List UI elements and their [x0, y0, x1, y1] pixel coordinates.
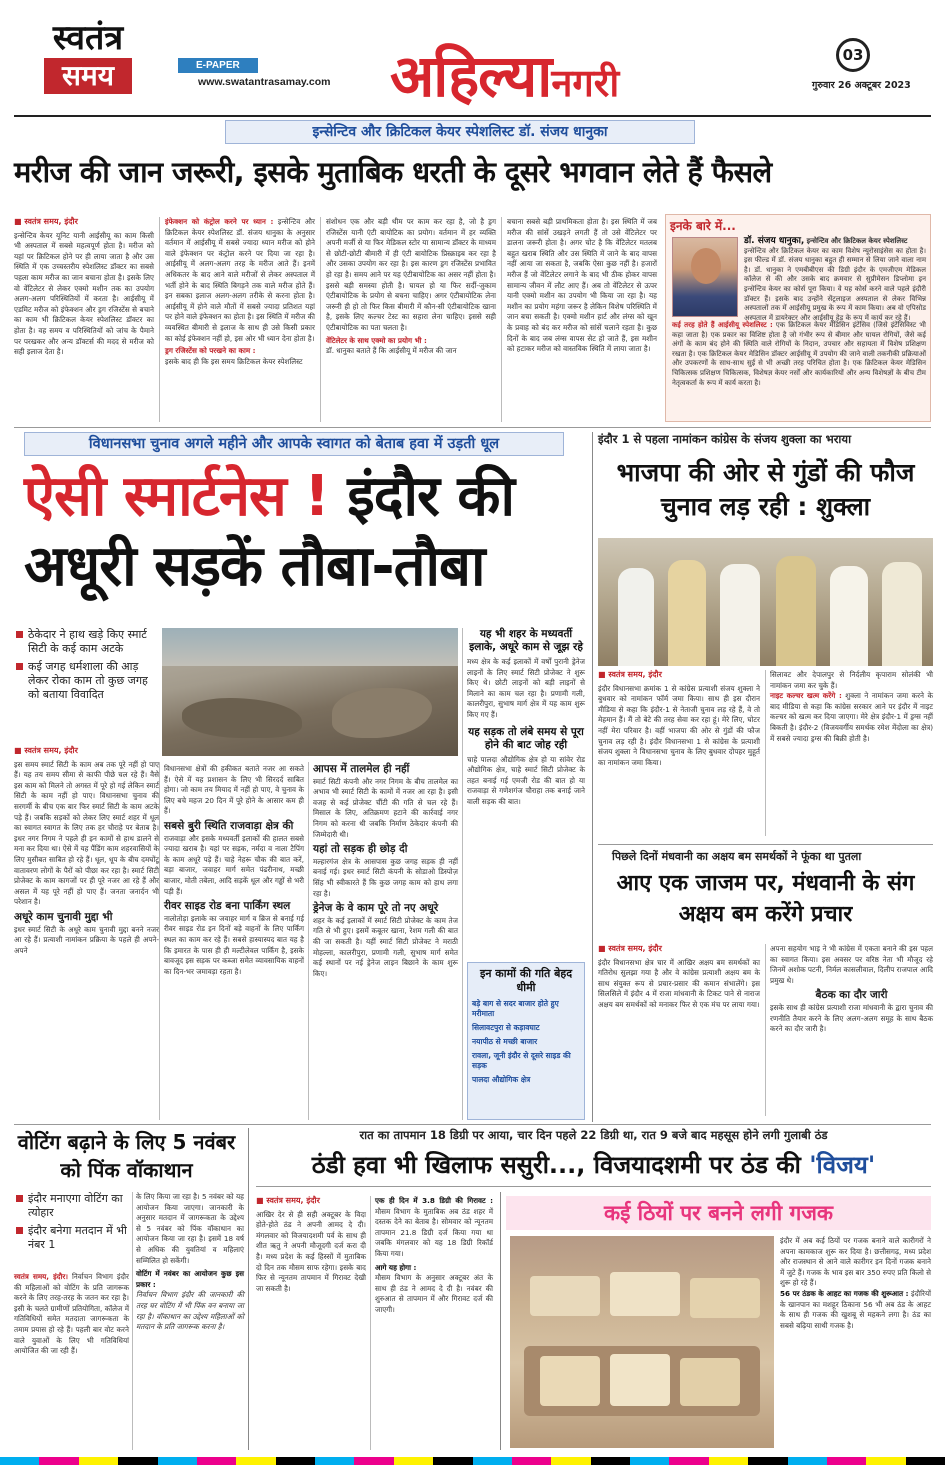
profile-name-tail: इन्सेन्टिव और क्रिटिकल केयर स्पेशलिस्ट	[806, 237, 908, 245]
road-photo	[162, 628, 458, 756]
col-divider	[765, 670, 766, 836]
story6-dateline: ■ स्वतंत्र समय, इंदौर	[256, 1196, 366, 1207]
story1-col2-lead: इंफेक्शन को कंट्रोल करने पर ध्यान :	[165, 217, 274, 226]
story2-col3-sub2: यहां तो सड़क ही छोड़ दी	[313, 843, 408, 856]
story6-col2-lead: एक ही दिन में 3.8 डिग्री की गिरावट :	[375, 1196, 493, 1205]
story2-kicker: विधानसभा चुनाव अगले महीने और आपके स्वागत को बेताब हवा में उड़ती धूल	[88, 436, 500, 452]
story1-column-2	[165, 217, 315, 422]
section-divider-v	[248, 1128, 249, 1450]
gajak-photo	[510, 1236, 774, 1448]
story6-col1-text: आखिर देर से ही सही अक्टूबर के विदा होते-होते ठंड ने अपनी आमद दे दी। मंगलवार को विजयादशमी पर्व के साथ ही शीत ऋतु ने अपनी मौजूदगी दर्ज करा दी है। मध्य प्रदेश के कई हिस्सों में मुताबिक दो दिन तक मौसम साफ रहेगा। इसके बाद फिर से न्यूनतम तापमान में गिरावट देखी जा सकती है।	[256, 1209, 366, 1293]
slow-works-item: सिलावटपुरा से कड़ावघाट	[472, 1023, 540, 1032]
story5-note-head: वोटिंग में नवंबर का आयोजन कुछ इस प्रकार :	[136, 1269, 244, 1289]
slow-works-box	[467, 962, 585, 1120]
story2-col2-sub1: सबसे बुरी स्थिति राजवाड़ा क्षेत्र की	[164, 819, 294, 832]
website-link[interactable]: www.swatantrasamay.com	[198, 76, 331, 88]
story2-bullet-2: कई जगह धर्मशाला की आड़ लेकर रोका काम तो कुछ जगह को बताया विवादित	[14, 660, 159, 702]
story3-dateline: ■ स्वतंत्र समय, इंदौर	[598, 670, 760, 681]
story2-column-2	[164, 764, 304, 1121]
issue-date: गुरुवार 26 अक्टूबर 2023	[812, 80, 911, 91]
story3-kicker: इंदौर 1 से पहला नामांकन कांग्रेस के संजय शुक्ला का भराया	[598, 432, 852, 446]
story2-col2-text: विधानसभा क्षेत्रों की हकीकत बताते नजर आ सकते हैं। ऐसे में यह प्रशासन के लिए भी सिरदर्द साबित होगा। जो काम तय मियाद में नहीं हो पाए, वे चुनाव के लिए बचे महज 20 दिन में पूरे होने के आसार कम ही हैं।	[164, 764, 304, 816]
slow-works-item: नयापीठ से मच्छी बाजार	[472, 1037, 538, 1046]
edition-title-sub: नगरी	[551, 61, 620, 105]
story4-kicker: पिछले दिनों मंधवानी का अक्षय बम समर्थकों ने फूंका था पुतला	[612, 850, 862, 863]
profile-box	[665, 214, 931, 422]
story3-col1-text: इंदौर विधानसभा क्रमांक 1 से कांग्रेस प्रत्याशी संजय शुक्ला ने बुधवार को नामांकन फॉर्म जमा किया। साथ ही इस दौरान मीडिया से कहा कि इंदौर-1 से नेताजी चुनाव लड़ रहे हैं, वे तो मेहमान हैं। मैं तो बेटे की तरह सेवा कर रहा हूं। मेरे लिए, घोटर नहीं मेरा परिवार है। वहीं भाजपा की ओर से गुंडों की फौज चुनाव लड़ रही है। इंदौर विधानसभा 1 से कांग्रेस के प्रत्याशी संजय शुक्ला ने विधानसभा चुनाव के लिए बुधवार दोपहर मुहूर्त का नामांकन जमा किया।	[598, 683, 760, 767]
slow-works-item: रावला, जूनी इंदौर से दूसरे साइड की सड़क	[472, 1051, 571, 1070]
story1-headline: मरीज की जान जरूरी, इसके मुताबिक धरती के दूसरे भगवान लेते हैं फैसले	[14, 155, 772, 189]
story1-kicker: इन्सेन्टिव और क्रिटिकल केयर स्पेशलिस्ट डॉ. संजय धानुका	[312, 124, 608, 140]
col-divider	[308, 762, 309, 1120]
story2-col1-sub: अधूरे काम चुनावी मुद्दा भी	[14, 910, 113, 923]
story6-headline-main: ठंडी हवा भी खिलाफ ससुरी..., विजयादशमी पर ठंड की	[311, 1151, 801, 1179]
story5-column-2	[136, 1192, 244, 1450]
story1-column-1	[14, 217, 154, 422]
story4-column-2	[770, 944, 933, 1116]
col-divider	[132, 1192, 133, 1450]
story6-headline-accent: 'विजय'	[809, 1151, 876, 1179]
story2-headline-red: ऐसी स्मार्टनेस !	[24, 464, 329, 529]
col-divider	[159, 217, 160, 422]
story3-column-1	[598, 670, 760, 836]
story2-column-3	[313, 764, 458, 1121]
masthead-divider	[14, 115, 931, 117]
story5-dateline: स्वतंत्र समय, इंदौर।	[14, 1272, 69, 1281]
section-divider-v	[592, 432, 593, 1122]
story1-col2-tail: इसके बाद ही कि इस समय क्रिटिकल केयर स्पेशलिस्ट	[165, 356, 303, 366]
section-divider	[598, 844, 933, 845]
story7-col1-lead: 56 पर ठंडक के आहट का गजक की शुरूआत :	[780, 1288, 909, 1298]
story1-col1-text: इन्सेन्टिव केयर यूनिट यानी आईसीयू का काम किसी भी अस्पताल में सबसे महत्वपूर्ण होता है। मरीज को यहां पर क्रिटिकल होने पर ही लाया जाता है और उस स्थिति में एक उच्चस्तरीय स्पेशलिस्ट डॉक्टर का सबसे पहला काम मरीज का जान बचाना होता है। इसके लिए वो वेंटिलेटर से लेकर एक्मो मशीन तक का उपयोग अलग-अलग परिस्थितियों में करता है। आईसीयू में एडमिट मरीज को इंफेक्शन और ड्रग रजिस्टेंस से बचाने का काम भी क्रिटिकल केयर स्पेशलिस्ट डॉक्टर का होता है। वह समय व परिस्थितियों को जांच के पैमाने पर परखकर और अन्य डॉक्टर्स की मदद से मरीज को सही इलाज देता है।	[14, 230, 154, 357]
slow-works-item: पालदा औद्योगिक क्षेत्र	[472, 1075, 531, 1084]
story1-col3-tail: डॉ. धानुका बताते हैं कि आईसीयू में मरीज की जान	[326, 346, 457, 356]
story5-note-body: निर्वाचन विभाग इंदौर की जानकारी की तरह घर वोटिंग में भी पिंक वन बनाया जा रहा है। वॉकाथान का उद्देश्य महिलाओं को मतदान के प्रति जागरूक करना है।	[136, 1290, 244, 1332]
story5-column-1	[14, 1272, 129, 1450]
story4-dateline: ■ स्वतंत्र समय, इंदौर	[598, 944, 760, 955]
story5-bullet-2: इंदौर बनेगा मतदान में भी नंबर 1	[14, 1224, 129, 1252]
story2-side-body2: चाहे पालदा औद्योगिक क्षेत्र हो या सांवेर रोड औद्योगिक क्षेत्र, चाहे स्मार्ट सिटी प्रोजेक्ट के तहत बनाई गई एमजी रोड की बात हो या राजवाड़ा से गणेशगंज चौराहा तक बनाई जाने वाली सड़क की बात।	[467, 754, 585, 806]
col-divider	[320, 217, 321, 422]
story4-col1-text: इंदौर विधानसभा क्षेत्र चार में आखिर अक्षय बम समर्थकों का गतिरोध सुलझा गया है और वे कांग्रेस प्रत्याशी अक्षय बम के साथ संयुक्त रूप से प्रचार-प्रसार की कमान संभालेंगे। इस सिलसिले में इंदौर 4 में राजा मांधवानी के टिकट पाने से नाराज अक्षय बम समर्थकों को मनाकर फिर से एक मंच पर लाया गया।	[598, 957, 760, 1009]
story4-col2-text: अपना सहयोग भाइ ने भी कांग्रेस में एकता बनाने की इस पहल का स्वागत किया। इस अवसर पर वरिष्ठ नेता भी मौजूद रहे जिनमें अशोक पटनी, निर्मल कासलीवाल, दिलीप राजपाल आदि प्रमुख थे।	[770, 944, 933, 985]
col-divider	[501, 217, 502, 422]
edition-title-main: अहिल्या	[390, 42, 552, 110]
page-number: 03	[836, 38, 870, 72]
story2-dateline: ■ स्वतंत्र समय, इंदौर	[14, 746, 159, 757]
print-registration-bar	[0, 1457, 945, 1465]
brand-logo	[18, 18, 158, 110]
story2-headline-black: इंदौर की अधूरी सड़कें तौबा-तौबा	[24, 464, 514, 599]
story5-headline: वोटिंग बढ़ाने के लिए 5 नवंबर को पिंक वॉकाथान	[17, 1130, 236, 1182]
story5-col2-text: के लिए किया जा रहा है। 5 नवंबर को यह आयोजन किया जाएगा। जानकारी के अनुसार मतदान में जागरूकता के उद्देश्य से 5 नवंबर को पिंक वॉकाथान का आयोजन किया जा रहा है। इसमें 18 वर्ष से अधिक की युवतियां व महिलाएं सम्मिलित हो सकेंगी।	[136, 1192, 244, 1265]
story6-headline	[256, 1148, 931, 1182]
story2-col2-b: राजवाड़ा और इसके मध्यवर्ती इलाकों की हालत सबसे ज्यादा खराब है। यहां पर सड़क, नर्मदा व नाला टैपिंग के काम अधूरे पड़े हैं। चाहे नेहरू चौक की बात करें, बड़ा बाजार, जवाहर मार्ग समेत पंढरीनाथ, मच्छी बाजार, मोती तबेला, आदि सड़कें धूल और गड्ढों से भरी पड़ी हैं।	[164, 833, 304, 896]
section-divider-v	[500, 1192, 501, 1450]
profile-bio: इन्सेन्टिव और क्रिटिकल केयर का काम विशेष न्यूरोसाइंसेस का होता है। इस फील्ड में डॉ. संजय धानुका बहुत ही सम्मान से लिया जाने वाला नाम है। डॉ. धानुका ने एमबीबीएस की डिग्री इंदौर के एमजीएम मेडिकल कॉलेज से की और उसके बाद क्रमवार से सुप्रीमेसन डिप्लोमा इन इन्सेन्टिव केयर का कोर्स पूरा किया। वे यह कोर्स करने वाले पहले इंदौरी डॉक्टर हैं। इसके बाद उन्होंने सेंट्रलाइज अस्पताल से लेकर विभिन्न अस्पतालों तक में आईसीयू प्रमुख के रूप में काम किया। अब वो एपिसोड अस्पताल में डायरेक्टर और आईसीयू हेड के रूप में कार्य कर रहे हैं।	[744, 246, 926, 322]
story2-col3-c: शहर के कई इलाकों में स्मार्ट सिटी प्रोजेक्ट के काम तेज गति से भी हुए। इसमें कबूतर खाना, रेशम गली की बात की जा सकती है। यहीं स्मार्ट सिटी प्रोजेक्ट ने मराठी मोहल्ला, कालरीपुरा, प्रणामी गली, सुभाष मार्ग समेत कई स्थानों पर नई ड्रेनेज लाइन बिछाने के काम शुरू किए।	[313, 915, 458, 978]
story7-headline: कई ठियों पर बनने लगी गजक	[603, 1201, 834, 1225]
story2-col2-sub2: रीवर साइड रोड बना पार्किंग स्थल	[164, 900, 291, 913]
col-divider	[462, 628, 463, 1120]
story6-col2-sub: आगे यह होगा :	[375, 1262, 417, 1272]
story6-column-2	[375, 1196, 493, 1450]
story7-col1-b: इंदौरियों के खानपान का मशहूर ठिकाना 56 भी अब ठंड के आहट के साथ ही गजक की खुशबू से महकने लगा है। ठंड का सबसे बढ़िया साथी गजक है।	[780, 1288, 931, 1330]
story1-col2-sub: ड्रग रजिस्टेंस को परखने का काम :	[165, 346, 256, 356]
story4-col2-sub: बैठक का दौर जारी	[815, 989, 888, 1002]
story2-col2-c: नालोतोड़ा इलाके का जवाहर मार्ग व ब्रिज से बनाई गई रीवर साइड रोड इन दिनों बड़े वाहनों के लिए पार्किंग स्थल का काम कर रहे हैं। सबसे हास्यास्पद बात यह है कि इमारत के पास ही ही मल्टीलेवल पार्किंग है, इसके बावजूद इस सड़क पर कब्जा समेत व्यावसायिक वाहनों का दिन-भर जमावड़ा रहता है।	[164, 913, 304, 976]
story2-col3-b: मल्हारगंज क्षेत्र के आसपास कुछ जगह सड़क ही नहीं बनाई गई। इधर स्मार्ट सिटी कंपनी के सोडाओ डिस्पोज़ सिंह भी स्वीकारते हैं कि कुछ जगह काम को हाथ लगा रहा है।	[313, 856, 458, 898]
story1-col2-text: इन्सेन्टिव और क्रिटिकल केयर स्पेशलिस्ट डॉ. संजय धानुका के अनुसार वर्तमान में आईसीयू में सबसे ज्यादा ध्यान मरीज को होने वाले इंफेक्शन पर कंट्रोल करने पर दिया जा रहा है। आईसीयू में अलग-अलग तरह के मरीज आते हैं। इनमें अधिकतर के बाद आने वाले मरीजों से लेकर अस्पताल में भर्ती होने के बाद स्थिति बिगड़ने तक वाले मरीज होते हैं। इन सबका इलाज अलग-अलग तरीके से करना होता है। आईसीयू में होने वाले मौतों में सबसे ज्यादा प्रतिशत यहां पर होने वाले इंफेक्शन का होता है। इस स्थिति में मरीज की व्यवस्थित बीमारी से इलाज के साथ ही उसे किसी प्रकार का कोई इंफेक्शन नहीं हो, इस ओर भी ध्यान देना होता है।	[165, 217, 315, 343]
profile-heading: इनके बारे में...	[670, 219, 736, 233]
story2-side-body: मध्य क्षेत्र के कई इलाकों में वर्षों पुरानी ड्रेनेज लाइनों के लिए स्मार्ट सिटी प्रोजेक्ट ने शुरू किए थे। छोटी लाइनों को बड़ी लाइनों से मिलाने का काम चल रहा है। प्रणामी गली, कालरीपुरा, सुभाष मार्ग क्षेत्र में यह काम शुरू किए गए हैं।	[467, 657, 585, 719]
brand-logo-bottom: समय	[44, 58, 132, 94]
story2-bullets	[14, 628, 159, 706]
story2-col3-text: स्मार्ट सिटी कंपनी और नगर निगम के बीच तालमेल का अभाव भी स्मार्ट सिटी के कामों में नजर आ रहा है। इसी वजह से कई प्रोजेक्ट चींटी की गति से चल रहे हैं। मिसाल के लिए, अतिक्रमण हटाने की कार्रवाई नगर निगम को करना थी जबकि निर्माण ठेकेदार कंपनी की जिम्मेदारी थी।	[313, 776, 458, 839]
nomination-photo	[598, 538, 933, 666]
col-divider	[765, 944, 766, 1116]
story4-col2-b: इसके साथ ही कांग्रेस प्रत्याशी राजा मांधवानी के द्वारा चुनाव की रणनीति तैयार करने के लिए अलग-अलग समूह के साथ बैठक करने का दौर जारी है।	[770, 1002, 933, 1034]
story1-dateline: ■ स्वतंत्र समय, इंदौर	[14, 217, 154, 228]
story7-column-1	[780, 1236, 931, 1450]
story3-col2-b: शुक्ला ने नामांकन जमा करने के बाद मीडिया से कहा कि कांग्रेस सरकार आने पर इंदौर में नाइट कल्चर को खत्म कर दिया जाएगा। मेरे क्षेत्र इंदौर-1 में ड्रग्स नहीं बिकती है। इंदौर-2 (विजयवर्गीय समर्थक रमेश मेंदोला का क्षेत्र) में सबसे ज्यादा ड्रग्स की बिक्री होती है।	[770, 691, 933, 743]
story1-col4-text: बचाना सबसे बड़ी प्राथमिकता होता है। इस स्थिति में जब मरीज की सांसें उखड़ने लगती हैं तो उसे वेंटिलेटर पर डालना जरूरी होता है। अगर चोट है कि वेंटिलेटर मतलब बहुत खराब स्थिति और उस स्थिति में जाने के बाद वापस नहीं आया जा सकता है, जबकि ऐसा कुछ नहीं है। हजारों मरीज हैं जो वेंटिलेटर लगाने के बाद भी ठीक होकर वापस सामान्य जीवन में लौट आए हैं। अब तो वेंटिलेटर से ऊपर यानी एक्मो मशीन का उपयोग भी किया जा रहा है। यह मशीन का प्रयोग महंगा जरूर है लेकिन विशेष परिस्थिति में जान बचा सकती है। एक्मो मशीन हार्ट और लंग्स को खून के प्रवाह को बंद कर मरीज को सांसें चलाने रहता है। कुछ दिनों के बाद जब लंग्स वापस सेट हो जाते हैं, इस मशीन को हटाकर मरीज को वास्तविक स्थिति में लाया जाता है।	[507, 217, 657, 354]
story2-kicker-bar	[24, 432, 564, 456]
story1-kicker-bar	[225, 120, 695, 144]
story6-column-1	[256, 1196, 366, 1450]
story3-col2-lead: नाइट कल्चर खत्म करेंगे :	[770, 691, 842, 701]
section-divider	[256, 1186, 931, 1187]
story7-headline-bar	[506, 1196, 931, 1230]
section-divider	[14, 427, 931, 428]
story6-col2-b: मौसम विभाग के अनुसार अक्टूबर अंत के साथ ही ठंड ने आमद दे दी है। नवंबर की शुरुआत से तापमान में और गिरावट दर्ज की जाएगी।	[375, 1273, 493, 1314]
slow-works-title: इन कामों की गति बेहद धीमी	[479, 967, 573, 994]
story3-headline: भाजपा की ओर से गुंडों की फौज चुनाव लड़ रही : शुक्ला	[616, 458, 915, 521]
story2-side-head: यह भी शहर के मध्यवर्ती इलाके, अधूरे काम से जूझ रहे	[469, 628, 583, 653]
story4-column-1	[598, 944, 760, 1116]
story2-column-1	[14, 746, 159, 1121]
story2-col3-sub3: ड्रेनेज के वे काम पूरे तो नए अधूरे	[313, 902, 439, 915]
story7-col1-text: इंदौर में अब कई ठियों पर गजक बनाने वाले कारीगरों ने अपना कामकाज शुरू कर दिया है। छत्तीसगढ़, मध्य प्रदेश और राजस्थान से आने वाले कारीगर इन दिनों गजक बनाने में जुटे हैं। गजक के भाव इस बार 350 रुपए प्रति किलो से शुरू हो रहे हैं।	[780, 1236, 931, 1288]
doctor-photo	[672, 237, 738, 317]
story6-kicker: रात का तापमान 18 डिग्री पर आया, चार दिन पहले 22 डिग्री था, रात 9 बजे बाद महसूस होने लगी गुलाबी ठंड	[359, 1128, 828, 1142]
story1-column-3	[326, 217, 496, 422]
slow-works-item: बड़े बाग से सदर बाजार होते हुए मरीमाता	[472, 999, 559, 1018]
col-divider	[159, 762, 160, 1120]
story2-col3-sub1: आपस में तालमेल ही नहीं	[313, 763, 410, 775]
epaper-badge: E-PAPER	[178, 58, 258, 73]
section-divider	[14, 1124, 931, 1125]
story3-col2-text: सिलावट और देपालपुर से निर्दलीय कृपाराम सोलंकी भी नामांकन जमा कर चुके हैं।	[770, 670, 933, 690]
profile-body: एक क्रिटिकल केयर मेडिसिन इंटेंसिव (जिसे इंटेंसिविस्ट भी कहा जाता है) एक प्रकार का विशिष्ट होता है जो गंभीर रूप से बीमार और घायल रोगियों, जैसे कई अंगों के काम बंद होने की स्थिति वाले रोगियों के निदान, उपचार और सहायता में विशेष प्रशिक्षण रखता है। एक क्रिटिकल केयर मेडिसिन डॉक्टर आईसीयू में उपयोग की जाने वाली तकनीकी प्रक्रियाओं और उपकरणों के साथ-साथ सुई से भी अच्छी तरह परिचित होता है। एक क्रिटिकल केयर मेडिसिन चिकित्सक प्रशिक्षण चिकित्सक, विशेषज्ञ केयर नर्सों और कार्यकारियों और अन्य विशेषज्ञों के बीच टीम नेतृत्वकर्ता के रूप में कार्य करता है।	[672, 321, 926, 387]
story1-col3-sub: वेंटिलेटर के साथ एक्मो का प्रयोग भी :	[326, 335, 427, 345]
story2-col1-text: इस समय स्मार्ट सिटी के काम अब तक पूरे नहीं हो पाए हैं। यह तय समय सीमा से काफी पीछे चल रहे हैं। वैसे इस काम को मिलने तो अगस्त में पूरे हो गई लेकिन स्मार्ट सिटी के काम नहीं हो पाए। विधानसभा चुनाव की सरगर्मी के बीच एक बार फिर स्मार्ट सिटी के काम अटके पड़े हैं। जबकि सड़कों को लेकर लिए स्मार्ट शहर में धूल का स्वागत स्वागत के लिए तक हर चौराहे पर बेताब है। इधर नगर निगम ने पहले ही इन कामों से हाथ डालने से मना कर दिया था। ऐसे में यह पैंडिंग काम शहरवासियों के लिए मुसीबत साबित हो रहे हैं। धूल, धूप के बीच दमघोंटू वातावरण लोगों के पैरों को पीछा कर रहा है। स्मार्ट सिटी प्रोजेक्ट के काम कागजों पर ही पूरे नजर आ रहे हैं और असल में यह पूरे नहीं हो पाए हैं। जनता जनार्दन भी परेशान है।	[14, 759, 159, 907]
profile-lead: कई तरह होते हैं आईसीयू स्पेशलिस्ट :	[672, 321, 773, 329]
col-divider	[370, 1196, 371, 1450]
story2-side-head2: यह सड़क तो लंबे समय से पूरा होने की बाट जोह रही	[468, 725, 584, 751]
story5-col1-text: निर्वाचन विभाग इंदौर की महिलाओं को वोटिंग के प्रति जागरूक करने के लिए तरह-तरह के जतन कर रहा है। इसी के चलते ग्रामीणों प्रतियोगिता, कॉलेज में गतिविधियों समेत मतदाता जागरूकता के तमाम प्रयास हो रहे हैं। पहली बार वोट करने वाले युवाओं के लिए भी गतिविधियां आयोजित की जा रही हैं।	[14, 1272, 129, 1356]
story1-column-4	[507, 217, 657, 422]
story6-col2-text: मौसम विभाग के मुताबिक अब ठंड शहर में दस्तक देने का बेताब है। सोमवार को न्यूनतम तापमान 21.8 डिग्री दर्ज किया गया था जबकि मंगलवार को यह 18 डिग्री रिकॉर्ड किया गया।	[375, 1206, 493, 1258]
brand-logo-top: स्वतंत्र	[52, 18, 124, 58]
doctor-face-icon	[691, 248, 721, 284]
edition-title	[390, 34, 619, 110]
story5-bullet-1: इंदौर मनाएगा वोटिंग का त्योहार	[14, 1192, 129, 1220]
story3-column-2	[770, 670, 933, 836]
story2-side-column	[467, 628, 585, 958]
story2-bullet-1: ठेकेदार ने हाथ खड़े किए स्मार्ट सिटी के कई काम अटके	[14, 628, 159, 656]
profile-name: डॉ. संजय धानुका,	[744, 236, 805, 246]
story1-col3-text: संशोधन एक और बड़ी थीम पर काम कर रहा है, जो है ड्रग रजिस्टेंस यानी एंटी बायोटिक का प्रयोग। वर्तमान में हर व्यक्ति अपनी मर्जी से या फिर मेडिकल स्टोर या सामान्य डॉक्टर के माध्यम से छोटी-छोटी बीमारी में ही एंटी बायोटिक प्रिस्क्राइब कर रहा है और उसका उपयोग कर रहा है। इस कारण ड्रग रजिस्टेंस प्रभावित हो रहा है। समय आने पर यह एंटीबायोटिक का असर नहीं होता है। इससे बड़ी समस्या होती है। घायल हो या फिर सर्दी-जुकाम एंटीबायोटिक के प्रयोग से बचना चाहिए। अगर एंटीबायोटिक लेना जरूरी ही हो तो फिर किस बीमारी में कौन-सी एंटीबायोटिक खाना है, इसके लिए कल्चर टेस्ट का सहारा लेना चाहिए। इससे सही एंटीबायोटिक का पता चलता है।	[326, 217, 496, 332]
story4-headline: आए एक जाजम पर, मंधवानी के संग अक्षय बम करेंगे प्रचार	[616, 871, 915, 927]
story2-col1-tail: इधर स्मार्ट सिटी के अधूरे काम चुनावी मुद्दा बनने नजर आ रहे हैं। प्रत्याशी नामांकन प्रक्रिया के पहले ही अपने-अपने	[14, 924, 159, 955]
story5-bullets	[14, 1192, 129, 1256]
story2-headline	[24, 462, 584, 602]
